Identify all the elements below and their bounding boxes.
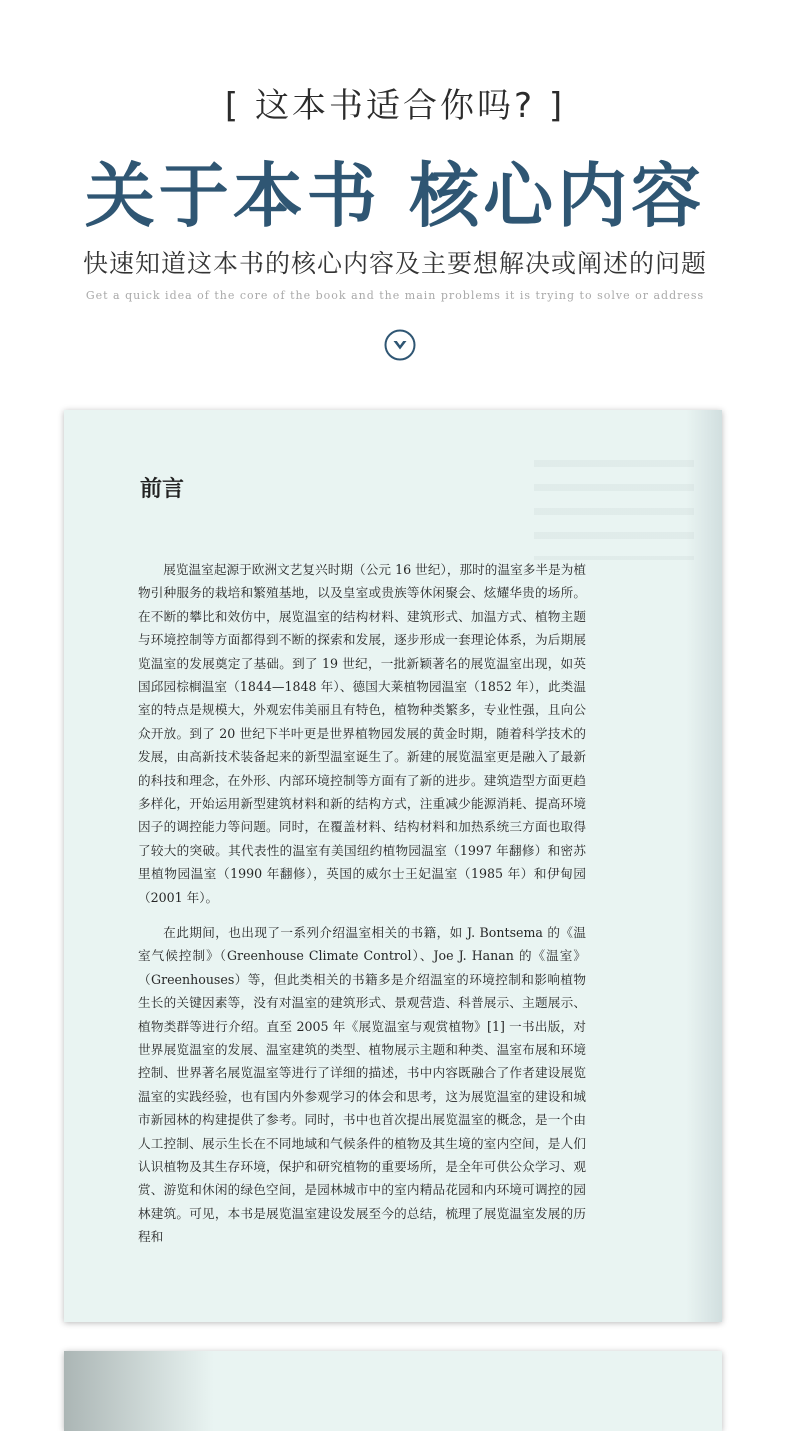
show-through-text [534, 460, 694, 560]
page-fold-shadow [64, 1351, 214, 1431]
page-title: 关于本书 核心内容 [84, 154, 706, 237]
chevron-down-circle-icon[interactable] [384, 329, 416, 361]
paragraph-1: 展览温室起源于欧洲文艺复兴时期（公元 16 世纪），那时的温室多半是为植物引种服务的栽培和繁殖基地，以及皇室或贵族等休闲聚会、炫耀华贵的场所。在不断的攀比和效仿中，展览温室的结构材料、建筑形式、加温方式、植物主题与环境控制等方面都得到不断的探索和发展，逐步形成一套理论体系，为后期展览温室的发展奠定了基础。到了 19 世纪，一批新颖著名的展览温室出现，如英国邱园棕榈温室（1844—1848 年）、德国大莱植物园温室（1852 年），此类温室的特点是规模大，外观宏伟美丽且有特色，植物种类繁多，专业性强，且向公众开放。到了 20 世纪下半叶更是世界植物园发展的黄金时期，随着科学技术的发展，由高新技术装备起来的新型温室诞生了。新建的展览温室更是融入了最新的科技和理念，在外形、内部环境控制等方面有了新的进步。建筑造型方面更趋多样化，开始运用新型建筑材料和新的结构方式，注重减少能源消耗、提高环境因子的调控能力等问题。同时，在覆盖材料、结构材料和加热系统三方面也取得了较大的突破。其代表性的温室有美国纽约植物园温室（1997 年翻修）和密苏里植物园温室（1990 年翻修），英国的威尔士王妃温室（1985 年）和伊甸园（2001 年）。 [138, 562, 586, 905]
subtitle: 快速知道这本书的核心内容及主要想解决或阐述的问题 [82, 249, 707, 278]
paragraph-2: 在此期间，也出现了一系列介绍温室相关的书籍，如 J. Bontsema 的《温室气候控制》（Greenhouse Climate Control）、Joe J. Hanan 的《温室》（Greenhouses）等，但此类相关的书籍多是介绍温室的环境控制和影响植物生长的关键因素等，没有对温室的建筑形式、景观营造、科普展示、主题展示、植物类群等进行介绍。直至 2005 年《展览温室与观赏植物》[1] 一书出版，对世界展览温室的发展、温室建筑的类型、植物展示主题和种类、温室布展和环境控制、世界著名展览温室等进行了详细的描述，书中内容既融合了作者建设展览温室的实践经验，也有国内外参观学习的体会和思考，这为展览温室的建设和城市新园林的构建提供了参考。同时，书中也首次提出展览温室的概念，是一个由人工控制、展示生长在不同地域和气候条件的植物及其生境的室内空间，是人们认识植物及其生存环境，保护和研究植物的重要场所，是全年可供公众学习、观赏、游览和休闲的绿色空间，是园林城市中的室内精品花园和内环境可调控的园林建筑。可见，本书是展览温室建设发展至今的总结，梳理了展览温室发展的历程和 [138, 925, 586, 1245]
subtitle-english: Get a quick idea of the core of the book and the main problems it is trying to solve or address [85, 289, 705, 302]
page-heading: 前言 [140, 476, 185, 502]
book-page-scan-next [64, 1351, 722, 1431]
book-page-scan [64, 410, 722, 1322]
header-tag: [ 这本书适合你吗? ] [224, 86, 566, 126]
